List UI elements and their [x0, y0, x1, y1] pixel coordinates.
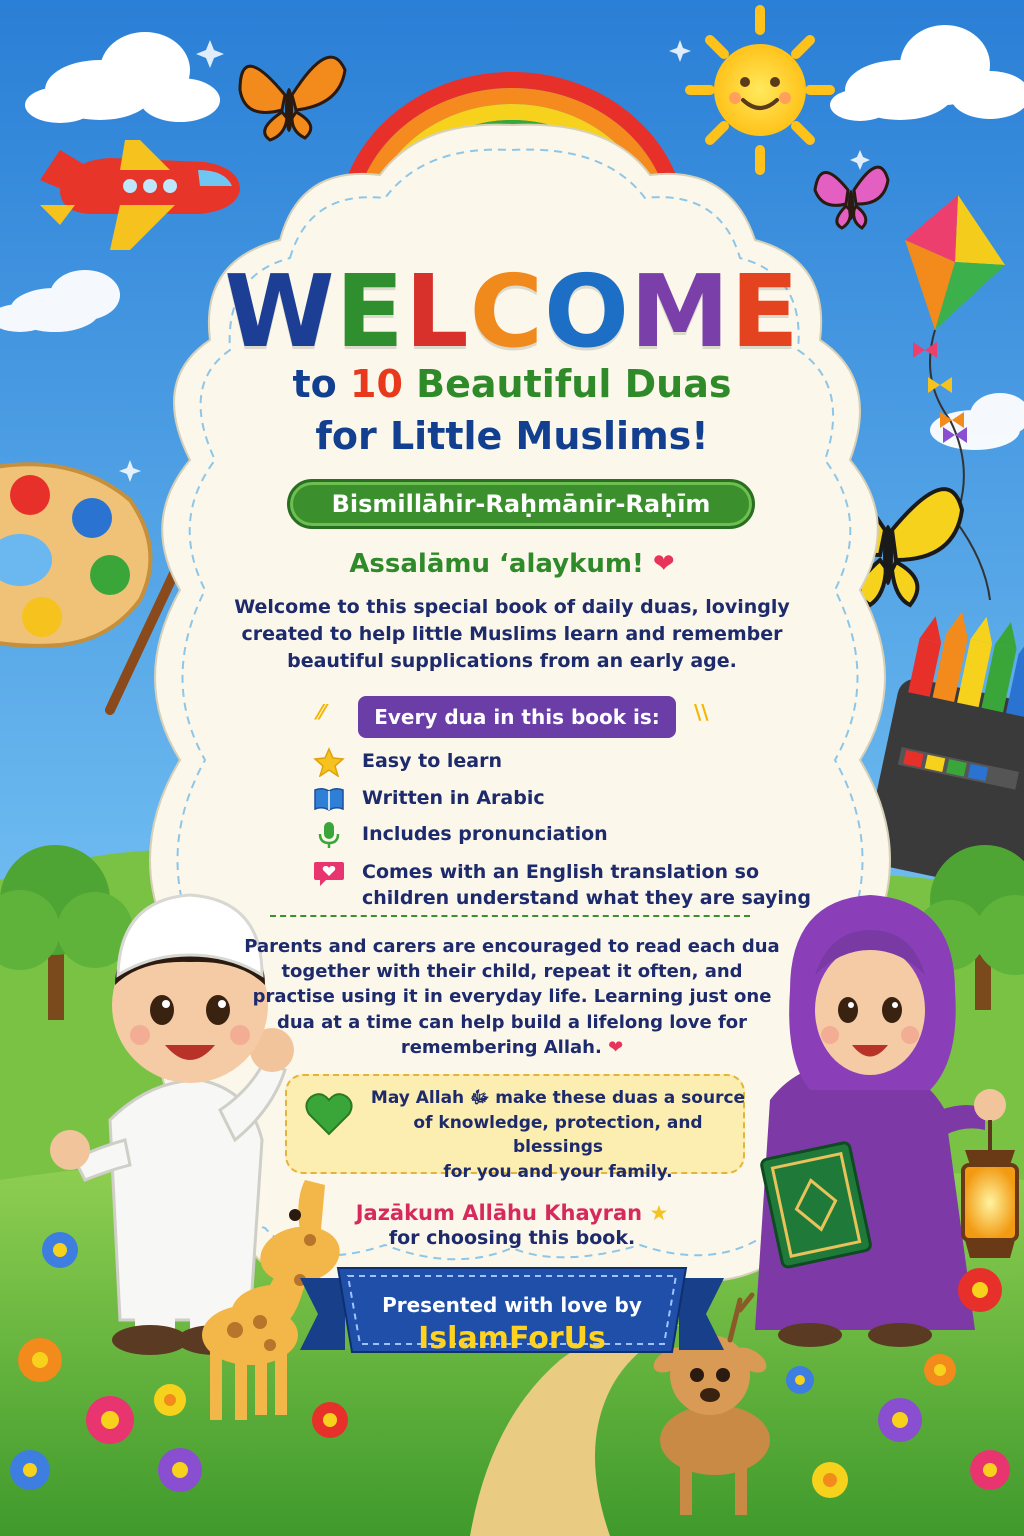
parents-line: dua at a time can help build a lifelong love for — [276, 1011, 748, 1033]
green-heart-icon — [303, 1090, 355, 1138]
parents-line: Parents and carers are encouraged to read each dua — [244, 936, 780, 957]
welcome-letter: C — [469, 253, 544, 370]
intro-line: created to help little Muslims learn and remember — [241, 622, 783, 645]
feature-text: children understand what they are saying — [362, 887, 812, 909]
star-icon — [312, 747, 346, 777]
speech-heart-icon — [312, 858, 346, 888]
parents-line: together with their child, repeat it often, and — [281, 961, 743, 983]
feature-text: Includes pronunciation — [362, 823, 608, 845]
welcome-letter: M — [629, 253, 731, 370]
welcome-letter: E — [730, 253, 800, 370]
closing-text: Jazākum Allāhu Khayran — [355, 1201, 643, 1225]
star-icon: ★ — [649, 1201, 669, 1225]
parents-line-text: remembering Allah. — [400, 1036, 602, 1058]
prayer-line: for you and your family. — [443, 1161, 673, 1182]
welcome-letter: O — [543, 253, 630, 370]
parents-line — [0, 1035, 1024, 1060]
intro-line: Welcome to this special book of daily duas, lovingly — [234, 596, 790, 618]
sparkle-icon: ⁄⁄ — [318, 700, 325, 724]
subtitle-prefix: to — [292, 362, 351, 406]
divider — [270, 915, 750, 917]
heart-icon: ❤ — [608, 1036, 624, 1058]
welcome-heading — [0, 253, 1024, 370]
prayer-text — [368, 1086, 748, 1185]
bismillah-banner: Bismillāhir-Raḥmānir-Raḥīm — [287, 479, 755, 529]
feature-text: Written in Arabic — [362, 787, 545, 809]
book-icon — [312, 784, 346, 814]
feature-text: Easy to learn — [362, 750, 502, 772]
heart-icon: ❤ — [652, 549, 675, 579]
intro-paragraph — [0, 594, 1024, 675]
banner-line-1: Presented with love by — [382, 1293, 642, 1317]
features-heading: Every dua in this book is: — [358, 696, 676, 738]
subtitle-number: 10 — [350, 362, 403, 406]
welcome-letter: L — [404, 253, 470, 370]
brand-name: IslamForUs — [418, 1321, 606, 1356]
subtitle-rest: Beautiful Duas — [402, 362, 732, 406]
intro-line: beautiful supplications from an early age. — [287, 649, 737, 672]
welcome-letter: W — [224, 253, 336, 370]
greeting — [0, 549, 1024, 579]
parents-paragraph — [0, 934, 1024, 1060]
subtitle-line-2: for Little Muslims! — [315, 414, 709, 458]
prayer-line: May Allah ﷻ make these duas a source — [370, 1088, 746, 1108]
subtitle-line-1 — [0, 362, 1024, 408]
closing-subtitle: for choosing this book. — [388, 1227, 636, 1249]
closing-title — [0, 1201, 1024, 1225]
sparkle-icon: \\ — [694, 700, 709, 724]
greeting-text: Assalāmu ‘alaykum! — [349, 549, 644, 579]
prayer-line: of knowledge, protection, and blessings — [413, 1112, 703, 1158]
welcome-letter: E — [335, 253, 405, 370]
feature-text: Comes with an English translation so — [362, 861, 760, 883]
microphone-icon — [312, 820, 346, 850]
parents-line: practise using it in everyday life. Learning just one — [252, 986, 772, 1008]
